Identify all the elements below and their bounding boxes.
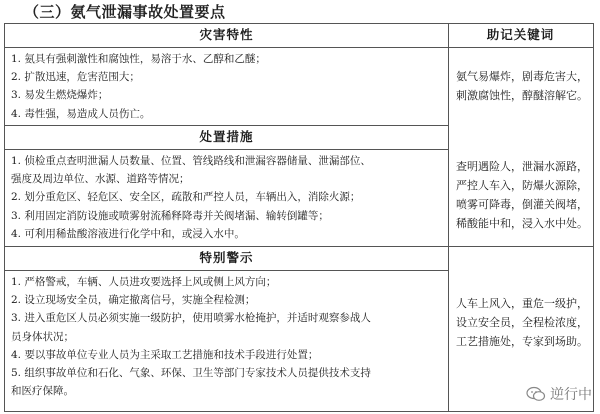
hazards-list (11, 50, 441, 123)
warnings-list (11, 273, 441, 400)
measures-keywords (456, 157, 588, 233)
keyword-line: 工艺措施处，专家到场助。 (456, 335, 588, 348)
list-item: 员身体状况； (11, 330, 74, 343)
list-item: 2. 扩散迅速，危害范围大； (11, 71, 140, 84)
hazards-keywords (456, 67, 588, 105)
measures-list (11, 152, 441, 243)
list-item: 2. 设立现场安全员，确定撤离信号，实施全程检测； (11, 294, 256, 307)
section-header-warnings: 特别警示 (199, 250, 254, 265)
divider (5, 270, 448, 271)
keyword-line: 喷雾可降毒，倒灌关阀堵， (456, 198, 588, 211)
list-item: 3. 易发生燃烧爆炸； (11, 89, 109, 102)
list-item: 4. 毒性强，易造成人员伤亡。 (11, 107, 151, 120)
list-item: 5. 组织事故单位和石化、气象、环保、卫生等部门专家技术人员提供技术支持 (11, 367, 371, 380)
list-item: 强度及周边单位、水源、道路等情况； (11, 173, 190, 186)
disposal-table (4, 23, 594, 412)
keyword-line: 刺激腐蚀性，醇醚溶解它。 (456, 89, 588, 102)
keyword-line: 稀酸能中和，浸入水中处。 (456, 217, 588, 230)
list-item: 4. 要以事故单位专业人员为主采取工艺措施和技术手段进行处置； (11, 348, 319, 361)
list-item: 4. 可利用稀盐酸溶液进行化学中和，或浸入水中。 (11, 227, 245, 240)
warnings-keywords (456, 294, 588, 351)
divider (5, 47, 448, 48)
wechat-watermark (526, 384, 592, 404)
divider (5, 149, 448, 150)
list-item: 1. 侦检重点查明泄漏人员数量、位置、管线路线和泄漏容器储量、泄漏部位、 (11, 155, 371, 167)
keyword-line: 设立安全员，全程检浓度， (456, 316, 588, 329)
watermark-text: 逆行中 (550, 387, 592, 403)
list-item: 3. 利用固定消防设施或喷雾射流稀释降毒并关阀堵漏、输转倒罐等； (11, 209, 329, 222)
column-divider (448, 24, 449, 411)
list-item: 2. 划分重危区、轻危区、安全区，疏散和严控人员，车辆出入，消除火源； (11, 191, 361, 204)
section-title: （三）氨气泄漏事故处置要点 (24, 3, 226, 21)
keyword-line: 氨气易爆炸，剧毒危害大， (456, 70, 588, 83)
keyword-line: 人车上风入，重危一级护， (456, 297, 588, 310)
list-item: 1. 严格警戒，车辆、人员进攻要选择上风或侧上风方向； (11, 276, 277, 288)
keyword-line: 查明遇险人，泄漏水源路， (456, 160, 588, 173)
list-item: 3. 进入重危区人员必须实施一级防护，使用喷雾水枪掩护，并适时观察参战人 (11, 312, 371, 325)
section-header-measures: 处置措施 (199, 129, 254, 144)
list-item: 和医疗保障。 (11, 385, 74, 398)
wechat-icon (526, 386, 546, 402)
divider (448, 47, 593, 48)
keyword-line: 严控人车入，防爆火源除， (456, 179, 588, 192)
keywords-header: 助记关键词 (486, 27, 555, 42)
list-item: 1. 氨具有强刺激性和腐蚀性，易溶于水、乙醇和乙醚； (11, 53, 266, 65)
section-header-hazards: 灾害特性 (199, 27, 254, 42)
